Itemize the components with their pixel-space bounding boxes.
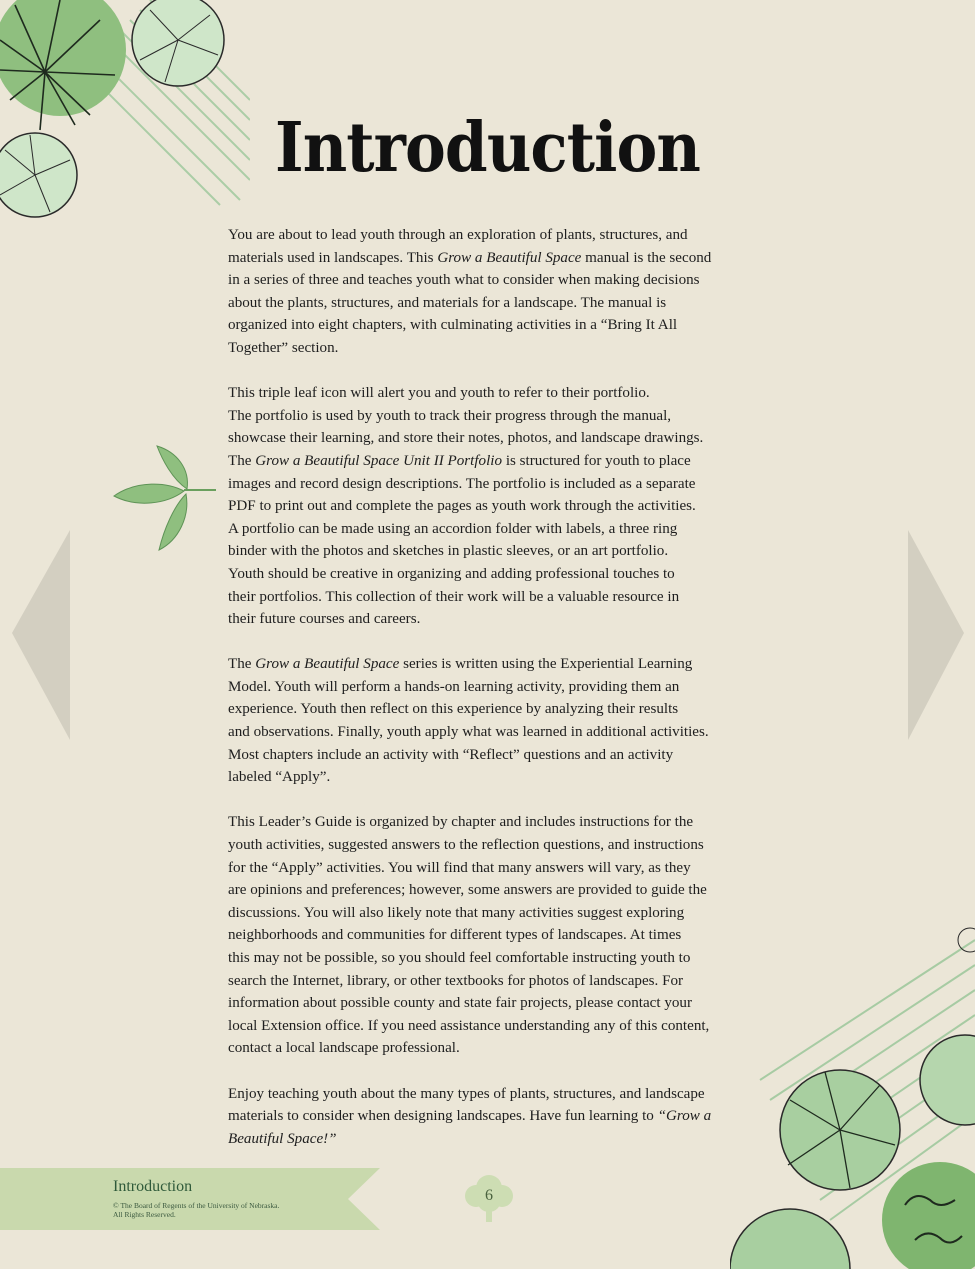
paragraph [228,1083,758,1151]
text-line: their portfolios. This collection of their work will be a valuable resource in [228,588,680,605]
text-line: experience. Youth then reflect on this experience by analyzing their results [228,701,679,718]
text-line: showcase their learning, and store their notes, photos, and landscape drawings. [228,430,704,447]
text-line: Model. Youth will perform a hands-on learning activity, providing them an [228,678,680,695]
text-line: and observations. Finally, youth apply what was learned in additional activities. [228,724,709,741]
italic-title: Beautiful Space!” [228,1130,337,1147]
paragraph [228,653,758,789]
paragraph [228,224,758,360]
text-line: are opinions and preferences; however, some answers are provided to guide the [228,882,707,899]
next-page-arrow[interactable] [906,530,966,740]
text-line: local Extension office. If you need assistance understanding any of this content, [228,1017,710,1034]
paragraph [228,811,758,1060]
text-line: information about possible county and state fair projects, please contact your [228,995,692,1012]
triple-leaf-icon [112,444,217,554]
page-title: Introduction [274,108,701,188]
copyright-line: All Rights Reserved. [113,1210,176,1219]
copyright-notice [113,1201,279,1219]
text-line: This triple leaf icon will alert you and youth to refer to their portfolio. [228,385,650,402]
text-line: Youth should be creative in organizing and adding professional touches to [228,565,675,582]
text-line [228,1128,758,1151]
text-line: discussions. You will also likely note that many activities suggest exploring [228,904,685,921]
text-line: neighborhoods and communities for different types of landscapes. At times [228,927,682,944]
text-line: images and record design descriptions. The portfolio is included as a separate [228,475,696,492]
text-line: materials to consider when designing landscapes. Have fun learning to “Grow a [228,1108,712,1125]
text-line: binder with the photos and sketches in plastic sleeves, or an art portfolio. [228,543,669,560]
text-line: PDF to print out and complete the pages as youth work through the activities. [228,498,696,515]
text-line: search the Internet, library, or other textbooks for photos of landscapes. For [228,972,684,989]
copyright-line: © The Board of Regents of the University of Nebraska. [113,1201,280,1210]
text-line: Most chapters include an activity with “Reflect” questions and an activity [228,746,674,763]
text-line: contact a local landscape professional. [228,1040,460,1057]
text-line: The portfolio is used by youth to track their progress through the manual, [228,407,672,424]
tree-illustration-bottom-right [730,920,975,1269]
text-line: The Grow a Beautiful Space Unit II Portfolio is structured for youth to place [228,452,691,469]
previous-page-arrow[interactable] [12,530,72,740]
italic-title: “Grow a [657,1108,712,1125]
text-line: youth activities, suggested answers to the reflection questions, and instructions [228,837,704,854]
text-line: organized into eight chapters, with culminating activities in a “Bring It All [228,317,678,334]
text-line: The Grow a Beautiful Space series is written using the Experiential Learning [228,656,693,673]
text-line: Together” section. [228,339,339,356]
text-line: This Leader’s Guide is organized by chapter and includes instructions for the [228,814,694,831]
body-text [228,224,758,1173]
text-line: materials used in landscapes. This Grow a Beautiful Space manual is the second [228,249,712,266]
italic-title: Grow a Beautiful Space [437,249,582,266]
text-line: You are about to lead youth through an exploration of plants, structures, and [228,227,688,243]
text-line: for the “Apply” activities. You will find that many answers will vary, as they [228,859,691,876]
text-line: their future courses and careers. [228,611,421,628]
italic-title: Grow a Beautiful Space Unit II Portfolio [255,452,503,469]
text-line: Enjoy teaching youth about the many types of plants, structures, and landscape [228,1085,705,1102]
footer-section-title: Introduction [113,1178,193,1195]
text-line: A portfolio can be made using an accordion folder with labels, a three ring [228,520,678,537]
page-number: 6 [485,1187,493,1204]
text-line: in a series of three and teaches youth what to consider when making decisions [228,272,700,289]
paragraph [228,382,758,631]
text-line: labeled “Apply”. [228,769,331,786]
italic-title: Grow a Beautiful Space [255,656,400,673]
text-line: about the plants, structures, and materials for a landscape. The manual is [228,294,667,311]
text-line: this may not be possible, so you should feel comfortable instructing youth to [228,950,691,966]
